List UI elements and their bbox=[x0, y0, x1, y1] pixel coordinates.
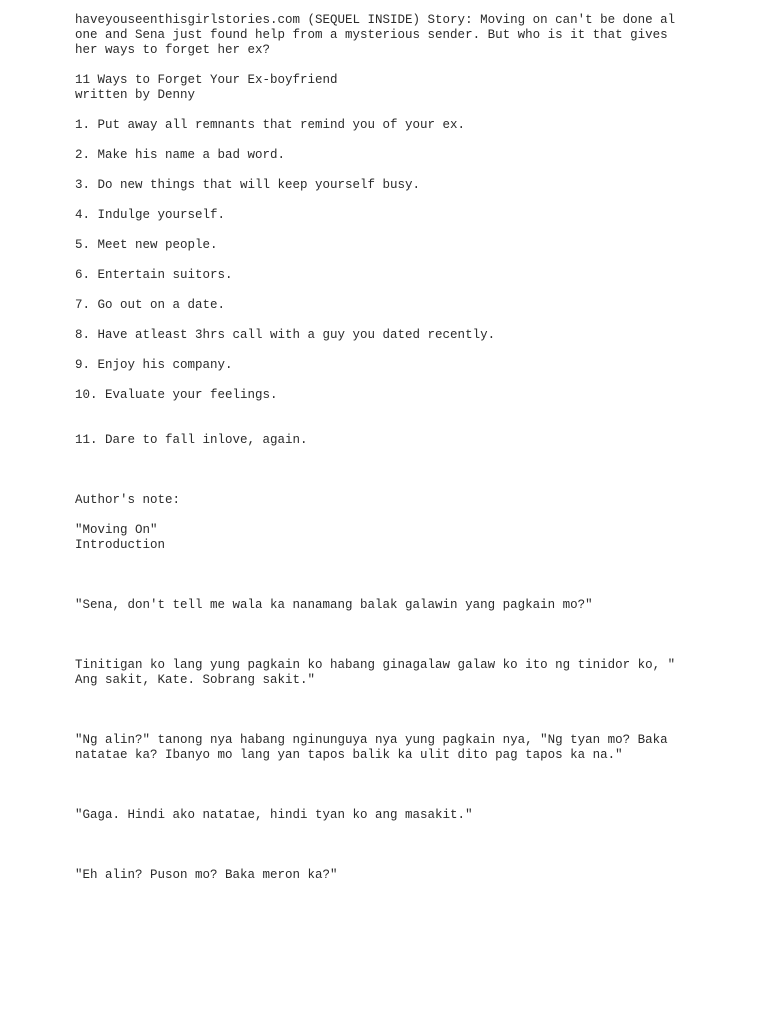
list-item: 3. Do new things that will keep yourself busy. bbox=[75, 178, 421, 192]
list-item: 1. Put away all remnants that remind you of your ex. bbox=[75, 118, 466, 132]
list-item: 8. Have atleast 3hrs call with a guy you dated recently. bbox=[75, 328, 496, 342]
list-item: 7. Go out on a date. bbox=[75, 298, 226, 312]
story-line: "Ng alin?" tanong nya habang nginunguya nya yung pagkain nya, "Ng tyan mo? Baka bbox=[75, 733, 668, 747]
list-item: 10. Evaluate your feelings. bbox=[75, 388, 278, 402]
list-heading bbox=[75, 73, 695, 103]
authors-note-label: Author's note: bbox=[75, 493, 181, 507]
intro-line: haveyouseenthisgirlstories.com (SEQUEL INSIDE) Story: Moving on can't be done al bbox=[75, 13, 676, 27]
intro-line: one and Sena just found help from a mysterious sender. But who is it that gives bbox=[75, 28, 668, 42]
list-item: 5. Meet new people. bbox=[75, 238, 218, 252]
list-item: 11. Dare to fall inlove, again. bbox=[75, 433, 308, 447]
chapter-subtitle: Introduction bbox=[75, 538, 166, 552]
story-line: Tinitigan ko lang yung pagkain ko habang ginagalaw galaw ko ito ng tinidor ko, " bbox=[75, 658, 676, 672]
story-paragraph: "Gaga. Hindi ako natatae, hindi tyan ko ang masakit." bbox=[75, 808, 473, 822]
story-paragraph bbox=[75, 733, 695, 763]
story-line: Ang sakit, Kate. Sobrang sakit." bbox=[75, 673, 316, 687]
list-item: 9. Enjoy his company. bbox=[75, 358, 233, 372]
story-paragraph bbox=[75, 658, 695, 688]
authors-note bbox=[75, 493, 695, 553]
list-item: 6. Entertain suitors. bbox=[75, 268, 233, 282]
story-paragraph: "Eh alin? Puson mo? Baka meron ka?" bbox=[75, 868, 338, 882]
document-page bbox=[75, 13, 695, 883]
intro-line: her ways to forget her ex? bbox=[75, 43, 271, 57]
story-body bbox=[75, 598, 695, 883]
intro-blurb bbox=[75, 13, 695, 58]
story-line: natatae ka? Ibanyo mo lang yan tapos balik ka ulit dito pag tapos ka na." bbox=[75, 748, 623, 762]
list-byline: written by Denny bbox=[75, 88, 196, 102]
ways-list bbox=[75, 118, 695, 448]
chapter-title: "Moving On" bbox=[75, 523, 158, 537]
list-item: 4. Indulge yourself. bbox=[75, 208, 226, 222]
list-item: 2. Make his name a bad word. bbox=[75, 148, 286, 162]
list-title: 11 Ways to Forget Your Ex-boyfriend bbox=[75, 73, 338, 87]
story-paragraph: "Sena, don't tell me wala ka nanamang balak galawin yang pagkain mo?" bbox=[75, 598, 593, 612]
